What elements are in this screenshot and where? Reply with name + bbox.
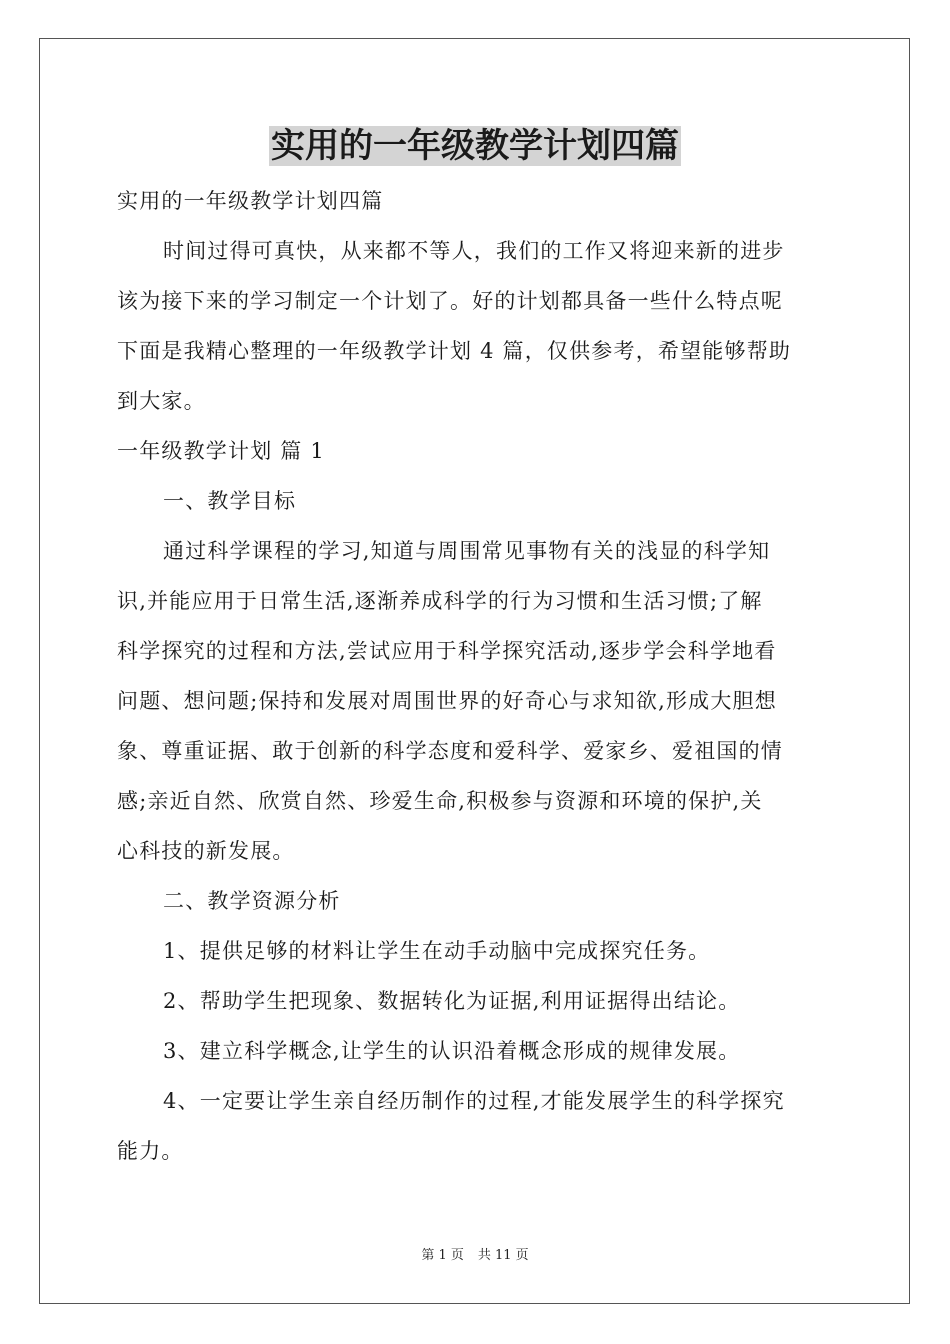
intro-line-1: 时间过得可真快，从来都不等人，我们的工作又将迎来新的进步: [163, 239, 785, 263]
objectives-line-2: 识,并能应用于日常生活,逐渐养成科学的行为习惯和生活习惯;了解: [117, 589, 763, 613]
page-total: 共 11 页: [477, 1248, 529, 1263]
page-footer: [0, 1247, 950, 1265]
objectives-heading: 一、教学目标: [163, 489, 297, 513]
resources-item-4-line-2: 能力。: [117, 1139, 184, 1163]
objectives-line-1: 通过科学课程的学习,知道与周围常见事物有关的浅显的科学知: [163, 539, 771, 563]
intro-line-3: 下面是我精心整理的一年级教学计划 4 篇，仅供参考，希望能够帮助: [117, 339, 792, 363]
objectives-line-4: 问题、想问题;保持和发展对周围世界的好奇心与求知欲,形成大胆想: [117, 689, 777, 713]
resources-item-2: 2、帮助学生把现象、数据转化为证据,利用证据得出结论。: [163, 989, 741, 1013]
intro-line-4: 到大家。: [117, 389, 206, 413]
objectives-line-3: 科学探究的过程和方法,尝试应用于科学探究活动,逐步学会科学地看: [117, 639, 777, 663]
document-body: [117, 176, 833, 1176]
document-title: [0, 122, 950, 170]
document-title-text: 实用的一年级教学计划四篇: [271, 126, 679, 166]
document-subtitle: 实用的一年级教学计划四篇: [117, 189, 384, 213]
page-number: 第 1 页: [421, 1248, 464, 1263]
intro-line-2: 该为接下来的学习制定一个计划了。好的计划都具备一些什么特点呢: [117, 289, 783, 313]
resources-item-1: 1、提供足够的材料让学生在动手动脑中完成探究任务。: [163, 939, 711, 963]
objectives-line-7: 心科技的新发展。: [117, 839, 295, 863]
objectives-line-6: 感;亲近自然、欣赏自然、珍爱生命,积极参与资源和环境的保护,关: [117, 789, 763, 813]
section-heading: 一年级教学计划 篇 1: [117, 439, 325, 463]
objectives-line-5: 象、尊重证据、敢于创新的科学态度和爱科学、爱家乡、爱祖国的情: [117, 739, 783, 763]
resources-heading: 二、教学资源分析: [163, 889, 341, 913]
resources-item-3: 3、建立科学概念,让学生的认识沿着概念形成的规律发展。: [163, 1039, 741, 1063]
resources-item-4-line-1: 4、一定要让学生亲自经历制作的过程,才能发展学生的科学探究: [163, 1089, 785, 1113]
